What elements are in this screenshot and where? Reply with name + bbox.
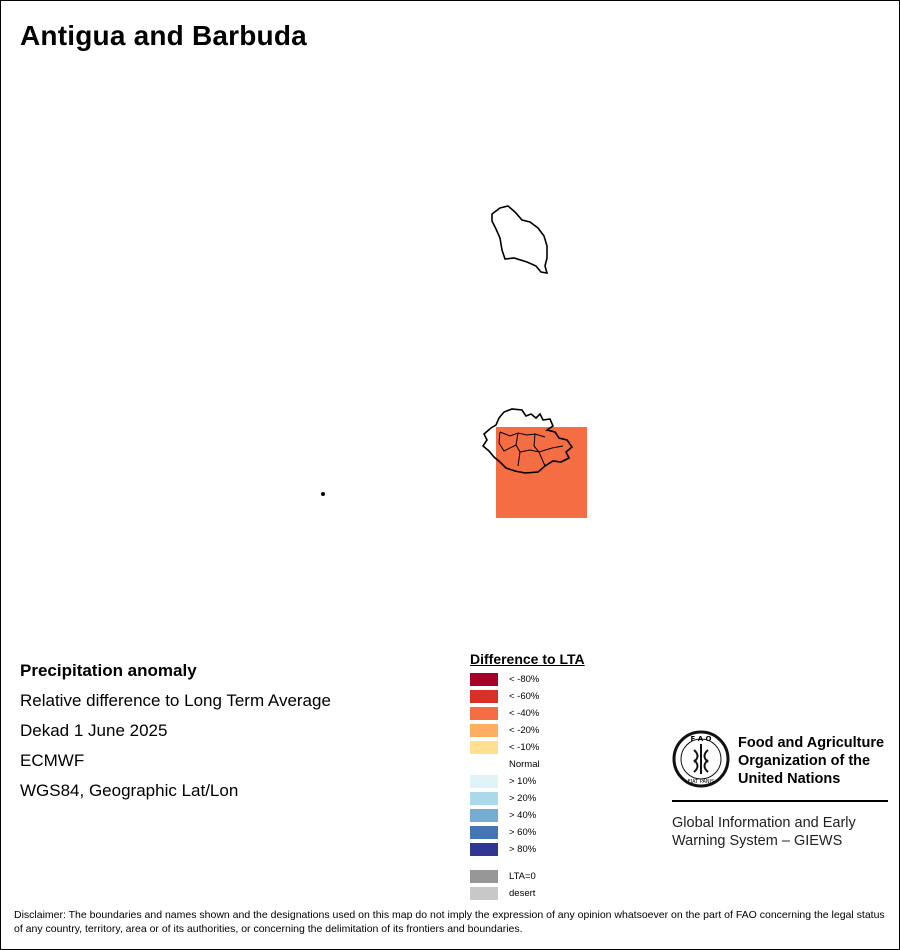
logo-divider bbox=[672, 800, 888, 802]
legend-swatch bbox=[470, 775, 498, 788]
anomaly-cell bbox=[496, 427, 587, 518]
map-info bbox=[20, 656, 331, 806]
legend-label: Normal bbox=[509, 759, 540, 770]
legend-label: < -20% bbox=[509, 725, 540, 736]
info-line-4: WGS84, Geographic Lat/Lon bbox=[20, 781, 239, 800]
legend-extra-items bbox=[470, 868, 670, 902]
legend-swatch bbox=[470, 843, 498, 856]
legend-label: > 80% bbox=[509, 844, 537, 855]
map-canvas bbox=[0, 60, 900, 650]
legend-item bbox=[470, 739, 670, 756]
legend-label: > 60% bbox=[509, 827, 537, 838]
svg-text:FIAT PANIS: FIAT PANIS bbox=[687, 779, 715, 785]
legend-swatch bbox=[470, 741, 498, 754]
legend-swatch bbox=[470, 809, 498, 822]
legend-item bbox=[470, 705, 670, 722]
legend-item bbox=[470, 807, 670, 824]
fao-emblem-icon bbox=[672, 730, 730, 788]
legend-swatch bbox=[470, 707, 498, 720]
legend-item bbox=[470, 671, 670, 688]
legend-extra-item bbox=[470, 885, 670, 902]
legend-label: > 40% bbox=[509, 810, 537, 821]
legend-label: > 20% bbox=[509, 793, 537, 804]
info-line-2: Dekad 1 June 2025 bbox=[20, 721, 168, 740]
barbuda-outline bbox=[492, 206, 547, 273]
legend-label: < -10% bbox=[509, 742, 540, 753]
legend-swatch bbox=[470, 887, 498, 900]
info-heading: Precipitation anomaly bbox=[20, 661, 197, 680]
legend-label: > 10% bbox=[509, 776, 537, 787]
legend-item bbox=[470, 841, 670, 858]
svg-text:F A O: F A O bbox=[690, 735, 712, 743]
legend-items bbox=[470, 671, 670, 858]
legend-swatch bbox=[470, 690, 498, 703]
legend-label: < -60% bbox=[509, 691, 540, 702]
fao-org-name: Food and Agriculture Organization of the United Nations bbox=[738, 735, 885, 787]
legend-swatch bbox=[470, 673, 498, 686]
legend-item bbox=[470, 756, 670, 773]
legend-swatch bbox=[470, 724, 498, 737]
info-line-1: Relative difference to Long Term Average bbox=[20, 691, 331, 710]
legend-swatch bbox=[470, 826, 498, 839]
info-line-3: ECMWF bbox=[20, 751, 85, 770]
legend-item bbox=[470, 722, 670, 739]
legend-item bbox=[470, 773, 670, 790]
disclaimer: Disclaimer: The boundaries and names shown and the designations used on this map do not imply the expression of any opinion whatsoever on the part of FAO concerning the legal status of any country, territory, area or of its authorities, or concerning the delimitation of its frontiers and boundaries. bbox=[14, 909, 885, 935]
map-title: Antigua and Barbuda bbox=[20, 20, 307, 51]
legend-label: desert bbox=[509, 888, 536, 899]
legend-label: < -40% bbox=[509, 708, 540, 719]
legend-swatch bbox=[470, 870, 498, 883]
legend-extra-item bbox=[470, 868, 670, 885]
redonda-islet bbox=[321, 492, 325, 496]
legend-item bbox=[470, 790, 670, 807]
legend-label: LTA=0 bbox=[509, 871, 536, 882]
legend-label: < -80% bbox=[509, 674, 540, 685]
legend-swatch bbox=[470, 792, 498, 805]
legend-title: Difference to LTA bbox=[470, 651, 585, 667]
legend-item bbox=[470, 824, 670, 841]
legend-item bbox=[470, 688, 670, 705]
giews-name: Global Information and Early Warning System – GIEWS bbox=[672, 815, 856, 849]
legend bbox=[470, 651, 670, 902]
